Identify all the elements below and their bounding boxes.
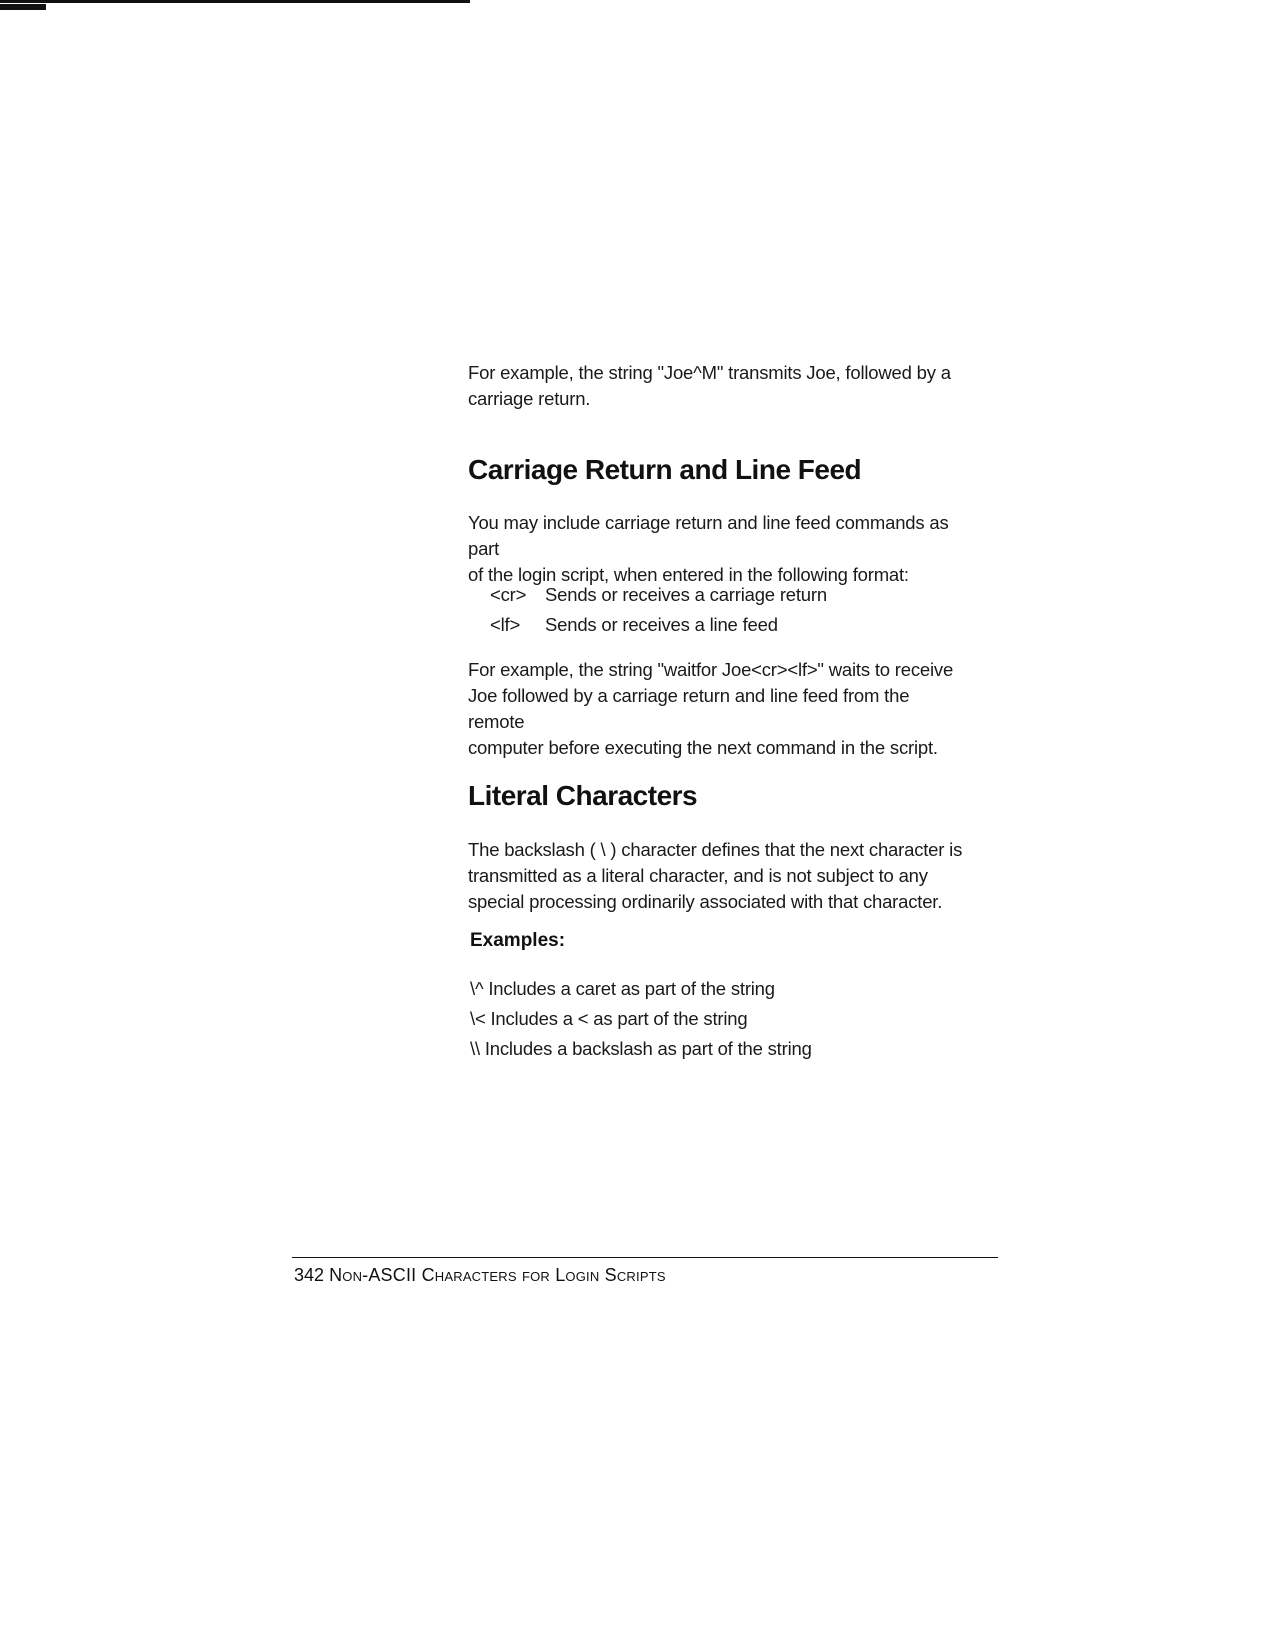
page-footer	[294, 1265, 666, 1286]
paragraph-line: For example, the string "waitfor Joe<cr><lf>" waits to receive	[468, 659, 954, 680]
carriage-return-example-paragraph	[468, 657, 968, 761]
command-description: Sends or receives a line feed	[545, 614, 778, 635]
paragraph-line: transmitted as a literal character, and is not subject to any	[468, 865, 928, 886]
command-row-cr	[490, 582, 827, 608]
paragraph-line: You may include carriage return and line feed commands as part	[468, 512, 949, 559]
literal-characters-paragraph	[468, 837, 968, 915]
command-description: Sends or receives a carriage return	[545, 584, 827, 605]
page-number: 342	[294, 1265, 325, 1285]
footer-rule	[292, 1257, 998, 1258]
intro-line: For example, the string "Joe^M" transmits Joe, followed by a	[468, 362, 951, 383]
top-edge-rule	[0, 0, 470, 3]
paragraph-line: special processing ordinarily associated with that character.	[468, 891, 943, 912]
paragraph-line: of the login script, when entered in the following format:	[468, 564, 909, 585]
paragraph-line: The backslash ( \ ) character defines that the next character is	[468, 839, 963, 860]
example-item: \^ Includes a caret as part of the string	[470, 978, 775, 999]
command-code: <cr>	[490, 584, 527, 605]
command-code: <lf>	[490, 614, 521, 635]
paragraph-line: Joe followed by a carriage return and line feed from the remote	[468, 685, 910, 732]
section-heading-carriage-return: Carriage Return and Line Feed	[468, 454, 862, 485]
carriage-return-paragraph	[468, 510, 968, 588]
section-heading-literal-characters: Literal Characters	[468, 780, 698, 811]
paragraph-line: computer before executing the next command in the script.	[468, 737, 938, 758]
example-item: \\ Includes a backslash as part of the string	[470, 1038, 812, 1059]
command-row-lf	[490, 612, 778, 638]
intro-paragraph	[468, 360, 968, 412]
running-footer-title: Non-ASCII Characters for Login Scripts	[329, 1265, 666, 1285]
intro-line: carriage return.	[468, 388, 591, 409]
examples-heading: Examples:	[470, 930, 566, 951]
example-item: \< Includes a < as part of the string	[470, 1008, 748, 1029]
